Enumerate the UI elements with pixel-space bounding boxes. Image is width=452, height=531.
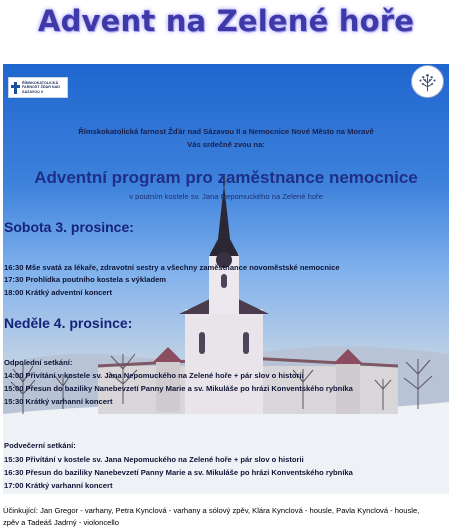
afternoon-item: 15:30 Krátký varhanní koncert bbox=[4, 397, 113, 406]
tree-emblem-icon bbox=[411, 65, 444, 98]
afternoon-label: Odpolední setkání: bbox=[4, 358, 73, 367]
saturday-title: Sobota 3. prosince: bbox=[4, 219, 134, 235]
saturday-item: 17:30 Prohlídka poutního kostela s výkladem bbox=[4, 275, 167, 284]
saturday-item: 16:30 Mše svatá za lékaře, zdravotní sestry a všechny zaměstnance novoměstské nemocnice bbox=[4, 263, 340, 272]
performers-footer bbox=[3, 505, 449, 529]
evening-item: 16:30 Přesun do baziliky Nanebevzetí Panny Marie a sv. Mikuláše po hrázi Konventského rybníka bbox=[4, 468, 353, 477]
parish-logo-text: ŘÍMSKOKATOLICKÁ FARNOST ŽĎÁR NAD SÁZAVOU II bbox=[22, 81, 60, 94]
left-chapel bbox=[153, 347, 183, 362]
afternoon-item: 14:00 Přivítání v kostele sv. Jana Nepomuckého na Zelené hoře + pár slov o historii bbox=[4, 371, 304, 380]
evening-item: 15:30 Přivítání v kostele sv. Jana Nepomuckého na Zelené hoře + pár slov o historii bbox=[4, 455, 304, 464]
church-body bbox=[185, 309, 263, 414]
evening-label: Podvečerní setkání: bbox=[4, 441, 76, 450]
intro-line-2: Vás srdečně zvou na: bbox=[187, 140, 265, 149]
performers-line-1: Účinkující: Jan Gregor - varhany, Petra Kynclová - varhany a sólový zpěv, Klára Kynclová - housle, Pavla Kynclová - housle, bbox=[3, 506, 420, 515]
poster bbox=[3, 64, 449, 494]
cross-icon bbox=[11, 82, 20, 94]
saturday-item: 18:00 Krátký adventní koncert bbox=[4, 288, 113, 297]
afternoon-item: 15:00 Přesun do baziliky Nanebevzetí Panny Marie a sv. Mikuláše po hrázi Konventského rybníka bbox=[4, 384, 353, 393]
parish-logo bbox=[8, 77, 68, 98]
intro-line-1: Římskokatolická farnost Žďár nad Sázavou II a Nemocnice Nové Město na Moravě bbox=[78, 127, 374, 136]
evening-item: 17:00 Krátký varhanní koncert bbox=[4, 481, 113, 490]
program-heading: Adventní program pro zaměstnance nemocnice bbox=[34, 168, 418, 187]
page-title: Advent na Zelené hoře bbox=[37, 4, 415, 38]
sunday-title: Neděle 4. prosince: bbox=[4, 315, 133, 331]
program-subheading: v poutním kostele sv. Jana Nepomuckého na Zelené hoře bbox=[129, 192, 323, 201]
performers-line-2: zpěv a Tadeáš Jadrný - violoncello bbox=[3, 518, 119, 527]
